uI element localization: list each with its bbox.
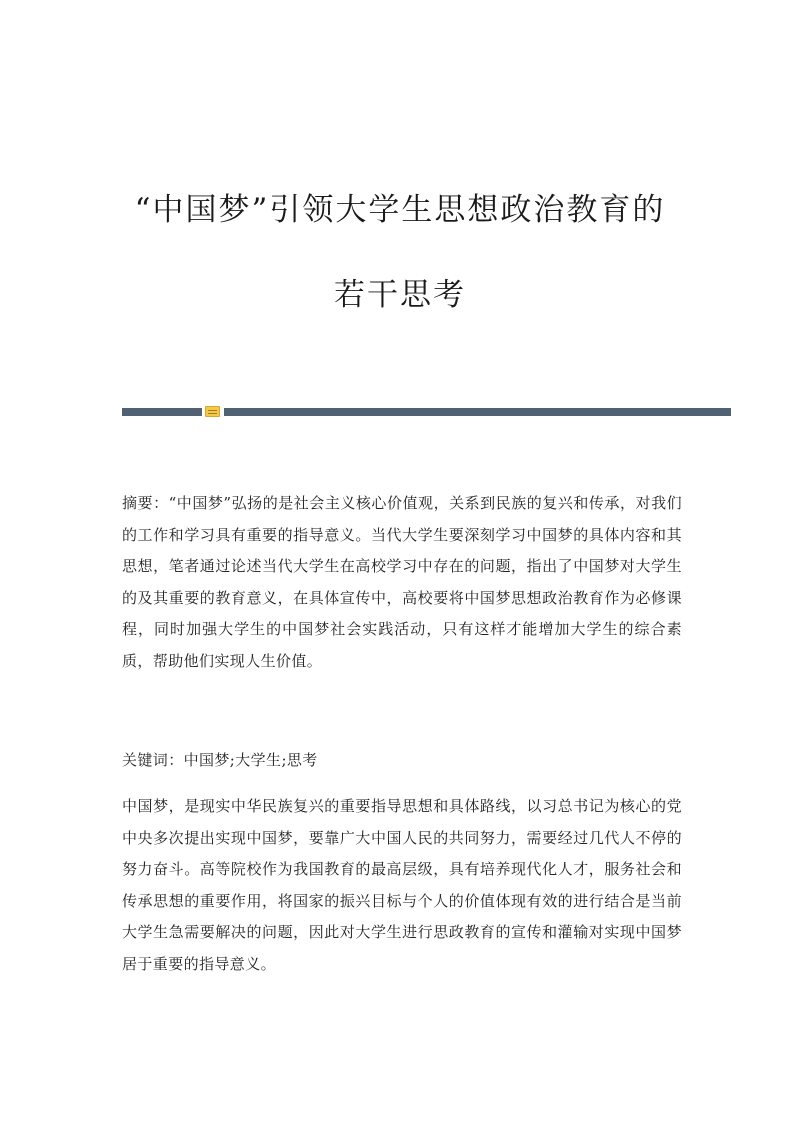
abstract-paragraph: 摘要：“中国梦”弘扬的是社会主义核心价值观，关系到民族的复兴和传承，对我们的工作和学习具有重要的指导意义。当代大学生要深刻学习中国梦的具体内容和其思想，笔者通过论述当代大学生在高校学习中存在的问题，指出了中国梦对大学生的及其重要的教育意义，在具体宣传中，高校要将中国梦思想政治教育作为必修课程，同时加强大学生的中国梦社会实践活动，只有这样才能增加大学生的综合素质，帮助他们实现人生价值。	[122, 494, 682, 670]
title-divider-right	[224, 408, 731, 416]
document-title-line-2: 若干思考	[334, 277, 466, 313]
divider-badge-icon	[205, 406, 220, 417]
body-paragraph: 中国梦，是现实中华民族复兴的重要指导思想和具体路线，以习总书记为核心的党中央多次提出实现中国梦，要靠广大中国人民的共同努力，需要经过几代人不停的努力奋斗。高等院校作为我国教育的最高层级，具有培养现代化人才，服务社会和传承思想的重要作用，将国家的振兴目标与个人的价值体现有效的进行结合是当前大学生急需要解决的问题，因此对大学生进行思政教育的宣传和灌输对实现中国梦居于重要的指导意义。	[122, 797, 682, 973]
keywords-line: 关键词：中国梦;大学生;思考	[122, 751, 318, 769]
document-title-line-1: “中国梦”引领大学生思想政治教育的	[134, 192, 666, 228]
title-divider-left	[122, 408, 202, 416]
